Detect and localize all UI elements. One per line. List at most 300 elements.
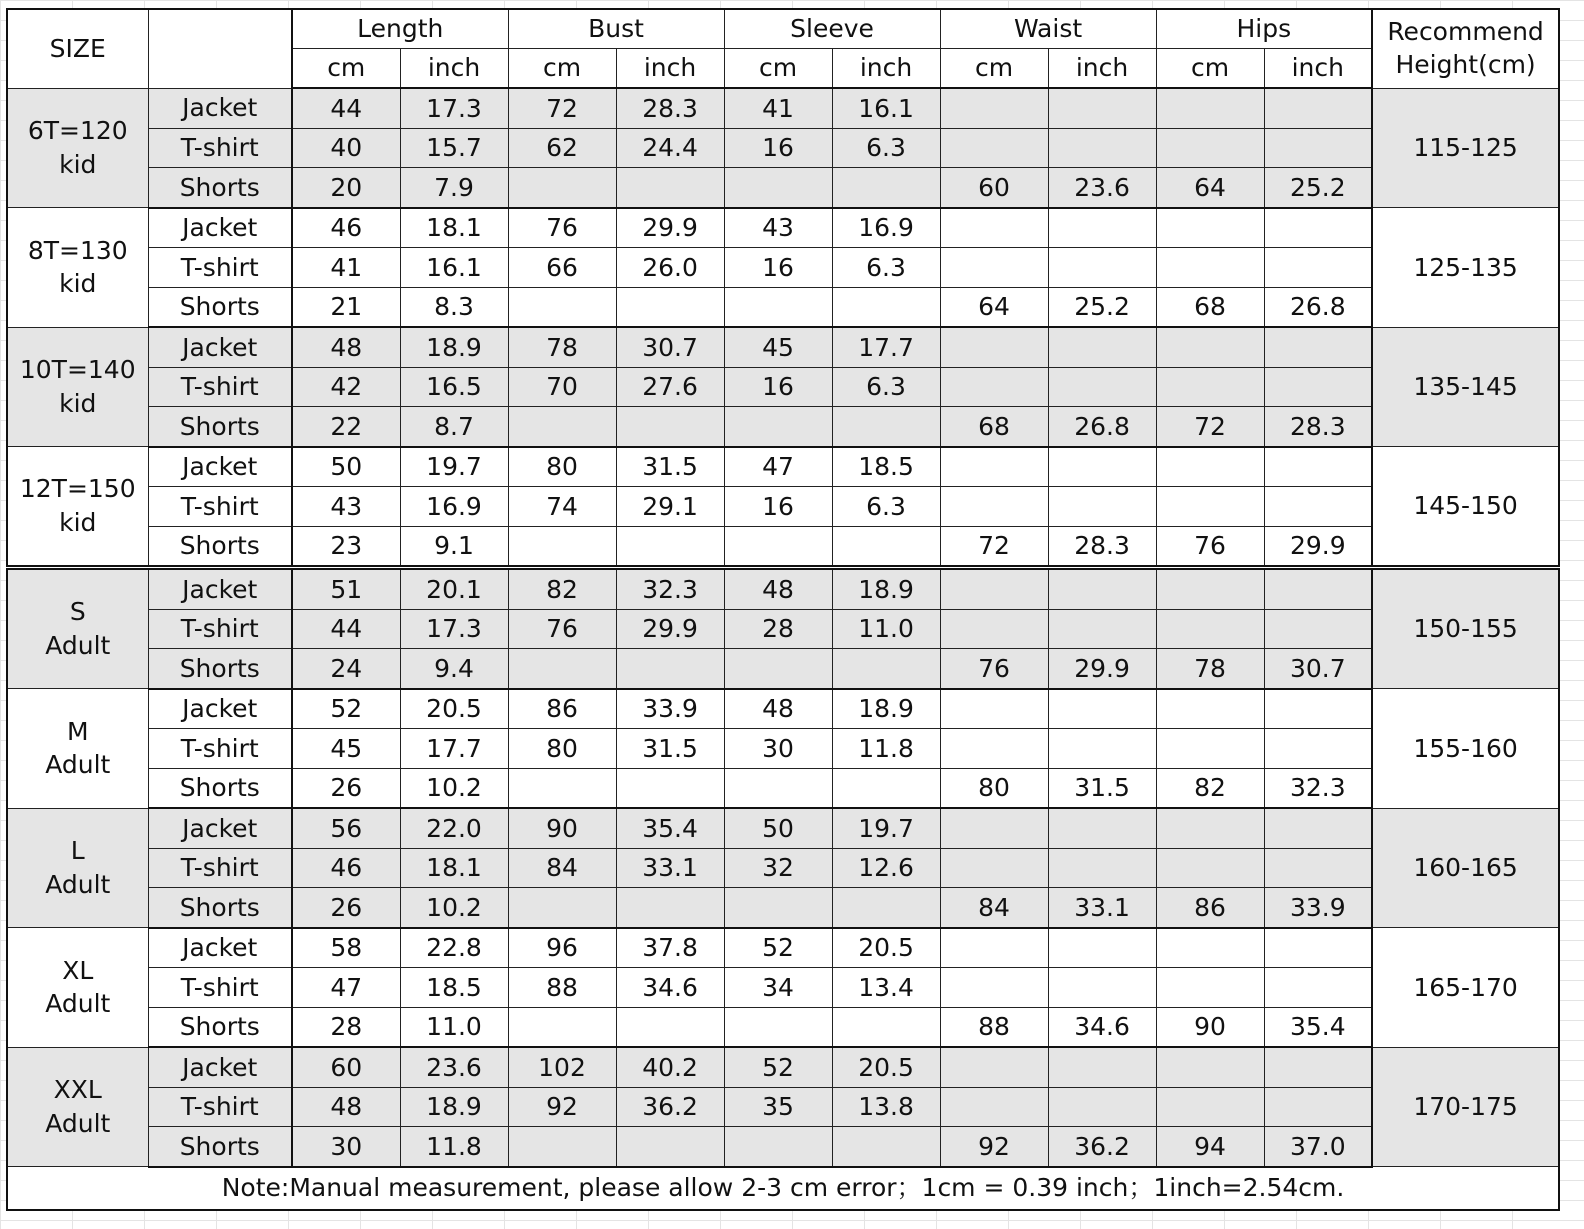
measurement-cell: [1264, 248, 1372, 288]
measurement-cell: 84: [508, 848, 616, 888]
measurement-cell: 32: [724, 848, 832, 888]
table-row: [7, 888, 1559, 928]
measurement-cell: [724, 1007, 832, 1047]
measurement-cell: 29.9: [616, 208, 724, 248]
measurement-cell: 16.1: [400, 248, 508, 288]
measurement-cell: 28.3: [616, 88, 724, 128]
measurement-cell: 23.6: [1048, 168, 1156, 208]
measurement-cell: 41: [724, 88, 832, 128]
table-row: [7, 808, 1559, 848]
measurement-cell: 33.9: [1264, 888, 1372, 928]
measurement-cell: 82: [1156, 768, 1264, 808]
measurement-cell: [1264, 327, 1372, 367]
measurement-cell: 50: [292, 447, 400, 487]
measurement-cell: 32.3: [616, 568, 724, 610]
table-row: [7, 447, 1559, 487]
measurement-cell: [1048, 689, 1156, 729]
measurement-cell: 80: [508, 447, 616, 487]
measurement-cell: 43: [724, 208, 832, 248]
table-row: [7, 689, 1559, 729]
unit-header: inch: [400, 49, 508, 89]
measurement-cell: [1264, 487, 1372, 527]
garment-part-cell: Shorts: [148, 768, 292, 808]
measurement-cell: 70: [508, 367, 616, 407]
measurement-cell: 18.9: [832, 689, 940, 729]
measurement-cell: 28.3: [1264, 407, 1372, 447]
measurement-cell: 102: [508, 1047, 616, 1087]
measurement-cell: 44: [292, 609, 400, 649]
measurement-cell: 52: [292, 689, 400, 729]
table-row: [7, 568, 1559, 610]
size-category: kid: [59, 508, 97, 537]
garment-part-cell: Jacket: [148, 327, 292, 367]
size-cell: [7, 88, 148, 208]
measurement-cell: [1264, 848, 1372, 888]
measurement-cell: [724, 649, 832, 689]
measurement-cell: 33.1: [616, 848, 724, 888]
measurement-cell: [724, 287, 832, 327]
measurement-cell: [1048, 568, 1156, 610]
measurement-cell: [508, 407, 616, 447]
measurement-cell: 23: [292, 526, 400, 568]
measurement-cell: 19.7: [400, 447, 508, 487]
measurement-cell: [1048, 1047, 1156, 1087]
measurement-cell: [724, 1127, 832, 1167]
measurement-cell: 82: [508, 568, 616, 610]
table-row: [7, 1047, 1559, 1087]
table-row: [7, 128, 1559, 168]
measurement-cell: 76: [508, 609, 616, 649]
measurement-cell: [508, 287, 616, 327]
measurement-cell: 48: [724, 689, 832, 729]
measurement-cell: 13.4: [832, 968, 940, 1008]
measurement-cell: 76: [1156, 526, 1264, 568]
size-category: kid: [59, 388, 97, 418]
measurement-cell: 46: [292, 848, 400, 888]
size-cell: [7, 689, 148, 809]
measurement-cell: 92: [940, 1127, 1048, 1167]
measurement-cell: 17.7: [400, 729, 508, 769]
measurement-cell: 16.1: [832, 88, 940, 128]
recommend-height-cell: 135-145: [1372, 327, 1559, 447]
measurement-cell: 20.5: [832, 1047, 940, 1087]
measurement-cell: 16.5: [400, 367, 508, 407]
measurement-cell: [616, 1127, 724, 1167]
part-header-blank: [148, 9, 292, 88]
hips-header: Hips: [1156, 9, 1372, 49]
sleeve-header: Sleeve: [724, 9, 940, 49]
size-cell: [7, 928, 148, 1048]
garment-part-cell: T-shirt: [148, 128, 292, 168]
measurement-cell: [940, 848, 1048, 888]
garment-part-cell: Shorts: [148, 287, 292, 327]
unit-header: inch: [1264, 49, 1372, 89]
measurement-cell: 94: [1156, 1127, 1264, 1167]
measurement-cell: 72: [940, 526, 1048, 568]
measurement-cell: 47: [292, 968, 400, 1008]
table-row: [7, 609, 1559, 649]
table-row: [7, 968, 1559, 1008]
measurement-cell: 25.2: [1048, 287, 1156, 327]
measurement-cell: 12.6: [832, 848, 940, 888]
measurement-cell: 10.2: [400, 768, 508, 808]
measurement-cell: 46: [292, 208, 400, 248]
measurement-cell: [508, 1127, 616, 1167]
measurement-cell: 64: [1156, 168, 1264, 208]
measurement-cell: 20.1: [400, 568, 508, 610]
table-row: [7, 649, 1559, 689]
measurement-cell: 11.8: [400, 1127, 508, 1167]
measurement-cell: 20.5: [832, 928, 940, 968]
measurement-cell: 16: [724, 248, 832, 288]
measurement-cell: 28: [292, 1007, 400, 1047]
measurement-cell: [1048, 808, 1156, 848]
measurement-cell: [1048, 128, 1156, 168]
measurement-cell: 16.9: [832, 208, 940, 248]
measurement-cell: [1048, 248, 1156, 288]
measurement-cell: [940, 808, 1048, 848]
measurement-cell: 40.2: [616, 1047, 724, 1087]
measurement-cell: 84: [940, 888, 1048, 928]
measurement-cell: 31.5: [616, 447, 724, 487]
measurement-cell: 24.4: [616, 128, 724, 168]
measurement-cell: [1264, 568, 1372, 610]
measurement-cell: [724, 888, 832, 928]
measurement-cell: 31.5: [1048, 768, 1156, 808]
measurement-cell: 37.8: [616, 928, 724, 968]
measurement-cell: 48: [724, 568, 832, 610]
measurement-cell: 76: [508, 208, 616, 248]
measurement-cell: 88: [940, 1007, 1048, 1047]
size-cell: [7, 568, 148, 689]
size-category: kid: [59, 149, 97, 179]
measurement-cell: 52: [724, 928, 832, 968]
measurement-cell: [940, 208, 1048, 248]
measurement-cell: [1048, 327, 1156, 367]
size-label: 12T=150: [19, 474, 136, 504]
recommend-header-line1: Recommend: [1387, 17, 1544, 47]
measurement-cell: [1156, 568, 1264, 610]
measurement-cell: [1156, 327, 1264, 367]
measurement-cell: [1048, 487, 1156, 527]
size-category: Adult: [45, 989, 111, 1019]
measurement-cell: 35.4: [1264, 1007, 1372, 1047]
measurement-cell: [724, 168, 832, 208]
measurement-cell: 17.3: [400, 88, 508, 128]
size-label: 10T=140: [19, 355, 136, 384]
unit-header: cm: [724, 49, 832, 89]
measurement-cell: 37.0: [1264, 1127, 1372, 1167]
table-row: [7, 327, 1559, 367]
measurement-cell: 86: [508, 689, 616, 729]
measurement-cell: [1156, 968, 1264, 1008]
measurement-cell: 45: [292, 729, 400, 769]
measurement-cell: 16: [724, 487, 832, 527]
measurement-cell: [1048, 367, 1156, 407]
size-label: 8T=130: [27, 235, 128, 265]
measurement-cell: 72: [508, 88, 616, 128]
measurement-cell: [1264, 928, 1372, 968]
garment-part-cell: Jacket: [148, 568, 292, 610]
measurement-cell: [1156, 208, 1264, 248]
measurement-cell: 26.8: [1264, 287, 1372, 327]
garment-part-cell: T-shirt: [148, 487, 292, 527]
garment-part-cell: Shorts: [148, 649, 292, 689]
measurement-cell: 36.2: [1048, 1127, 1156, 1167]
measurement-cell: 78: [508, 327, 616, 367]
table-row: [7, 208, 1559, 248]
measurement-cell: 78: [1156, 649, 1264, 689]
measurement-cell: [940, 128, 1048, 168]
measurement-cell: [940, 447, 1048, 487]
measurement-cell: 40: [292, 128, 400, 168]
measurement-cell: [724, 407, 832, 447]
garment-part-cell: Jacket: [148, 1047, 292, 1087]
measurement-cell: [1156, 1047, 1264, 1087]
recommend-height-header: [1372, 9, 1559, 88]
size-label: L: [70, 836, 85, 865]
recommend-height-cell: 170-175: [1372, 1047, 1559, 1167]
table-row: [7, 287, 1559, 327]
recommend-height-cell: 115-125: [1372, 88, 1559, 208]
length-header: Length: [292, 9, 508, 49]
measurement-cell: 28: [724, 609, 832, 649]
table-row: [7, 768, 1559, 808]
measurement-note: Note:Manual measurement, please allow 2-3 cm error；1cm = 0.39 inch；1inch=2.54cm.: [7, 1167, 1559, 1210]
measurement-cell: 8.7: [400, 407, 508, 447]
measurement-cell: [832, 526, 940, 568]
measurement-cell: [1156, 487, 1264, 527]
unit-header: inch: [832, 49, 940, 89]
measurement-cell: [1156, 609, 1264, 649]
measurement-cell: 11.0: [832, 609, 940, 649]
unit-header: cm: [940, 49, 1048, 89]
measurement-cell: [508, 168, 616, 208]
size-chart-body: [7, 9, 1559, 1210]
measurement-cell: 20.5: [400, 689, 508, 729]
measurement-cell: 17.7: [832, 327, 940, 367]
measurement-cell: [1264, 689, 1372, 729]
measurement-cell: 35: [724, 1087, 832, 1127]
measurement-cell: [832, 1127, 940, 1167]
measurement-cell: [1264, 1047, 1372, 1087]
size-category: Adult: [45, 631, 111, 660]
measurement-cell: [508, 888, 616, 928]
measurement-cell: 35.4: [616, 808, 724, 848]
measurement-cell: 29.9: [616, 609, 724, 649]
measurement-cell: [940, 729, 1048, 769]
bust-header: Bust: [508, 9, 724, 49]
measurement-cell: [1156, 248, 1264, 288]
waist-header: Waist: [940, 9, 1156, 49]
measurement-cell: 45: [724, 327, 832, 367]
measurement-cell: 22.8: [400, 928, 508, 968]
garment-part-cell: T-shirt: [148, 1087, 292, 1127]
measurement-cell: 29.9: [1048, 649, 1156, 689]
garment-part-cell: Jacket: [148, 808, 292, 848]
measurement-cell: 34.6: [1048, 1007, 1156, 1047]
measurement-cell: 21: [292, 287, 400, 327]
measurement-cell: 22: [292, 407, 400, 447]
measurement-cell: [1264, 729, 1372, 769]
measurement-cell: 26.0: [616, 248, 724, 288]
measurement-cell: 34.6: [616, 968, 724, 1008]
size-cell: [7, 447, 148, 568]
measurement-cell: 60: [940, 168, 1048, 208]
measurement-cell: 48: [292, 327, 400, 367]
measurement-cell: [1156, 128, 1264, 168]
size-label: M: [66, 716, 89, 746]
table-row: [7, 729, 1559, 769]
measurement-cell: 26.8: [1048, 407, 1156, 447]
measurement-cell: [940, 568, 1048, 610]
garment-part-cell: T-shirt: [148, 609, 292, 649]
size-label: S: [69, 597, 86, 627]
garment-part-cell: Shorts: [148, 888, 292, 928]
measurement-cell: [1264, 968, 1372, 1008]
measurement-cell: 33.9: [616, 689, 724, 729]
measurement-cell: 16: [724, 367, 832, 407]
measurement-cell: 62: [508, 128, 616, 168]
measurement-cell: 30.7: [1264, 649, 1372, 689]
size-cell: [7, 327, 148, 447]
measurement-cell: 92: [508, 1087, 616, 1127]
measurement-cell: [1048, 968, 1156, 1008]
measurement-cell: [1264, 367, 1372, 407]
garment-part-cell: Shorts: [148, 526, 292, 568]
measurement-cell: [1048, 928, 1156, 968]
size-label: XL: [62, 955, 94, 985]
measurement-cell: 42: [292, 367, 400, 407]
measurement-cell: [832, 287, 940, 327]
measurement-cell: 32.3: [1264, 768, 1372, 808]
garment-part-cell: T-shirt: [148, 968, 292, 1008]
measurement-cell: [616, 768, 724, 808]
recommend-height-cell: 145-150: [1372, 447, 1559, 568]
table-row: [7, 367, 1559, 407]
measurement-cell: [508, 768, 616, 808]
table-row: [7, 1087, 1559, 1127]
measurement-cell: 15.7: [400, 128, 508, 168]
measurement-cell: 6.3: [832, 487, 940, 527]
measurement-cell: 26: [292, 768, 400, 808]
measurement-cell: 88: [508, 968, 616, 1008]
measurement-cell: 28.3: [1048, 526, 1156, 568]
measurement-cell: [832, 1007, 940, 1047]
measurement-cell: 30.7: [616, 327, 724, 367]
measurement-cell: 33.1: [1048, 888, 1156, 928]
garment-part-cell: Shorts: [148, 1127, 292, 1167]
measurement-cell: 44: [292, 88, 400, 128]
table-row: [7, 88, 1559, 128]
measurement-cell: 29.9: [1264, 526, 1372, 568]
garment-part-cell: Jacket: [148, 88, 292, 128]
measurement-cell: [940, 1047, 1048, 1087]
measurement-cell: 16.9: [400, 487, 508, 527]
recommend-header-line2: Height(cm): [1395, 49, 1536, 79]
measurement-cell: 16: [724, 128, 832, 168]
measurement-cell: 19.7: [832, 808, 940, 848]
measurement-cell: [616, 526, 724, 568]
measurement-cell: [940, 689, 1048, 729]
header-row-groups: [7, 9, 1559, 49]
recommend-height-cell: 155-160: [1372, 689, 1559, 809]
measurement-cell: [616, 168, 724, 208]
measurement-cell: 50: [724, 808, 832, 848]
measurement-cell: 18.9: [400, 327, 508, 367]
measurement-cell: [1264, 1087, 1372, 1127]
measurement-cell: [1156, 689, 1264, 729]
unit-header: inch: [1048, 49, 1156, 89]
measurement-cell: [940, 968, 1048, 1008]
measurement-cell: [832, 168, 940, 208]
measurement-cell: 6.3: [832, 248, 940, 288]
table-row: [7, 407, 1559, 447]
garment-part-cell: Shorts: [148, 168, 292, 208]
size-label: XXL: [53, 1075, 102, 1104]
measurement-cell: [1156, 808, 1264, 848]
unit-header: inch: [616, 49, 724, 89]
size-cell: [7, 208, 148, 328]
measurement-cell: 30: [292, 1127, 400, 1167]
measurement-cell: 52: [724, 1047, 832, 1087]
measurement-cell: [940, 88, 1048, 128]
measurement-cell: 96: [508, 928, 616, 968]
measurement-cell: [940, 487, 1048, 527]
measurement-cell: 72: [1156, 407, 1264, 447]
measurement-cell: [1264, 447, 1372, 487]
measurement-cell: 74: [508, 487, 616, 527]
measurement-cell: [940, 327, 1048, 367]
measurement-cell: 6.3: [832, 128, 940, 168]
recommend-height-cell: 150-155: [1372, 568, 1559, 689]
measurement-cell: [940, 1087, 1048, 1127]
table-row: [7, 848, 1559, 888]
note-row: [7, 1167, 1559, 1210]
unit-header: cm: [292, 49, 400, 89]
garment-part-cell: T-shirt: [148, 848, 292, 888]
size-header: SIZE: [7, 9, 148, 88]
measurement-cell: 58: [292, 928, 400, 968]
measurement-cell: [616, 407, 724, 447]
size-category: Adult: [45, 869, 111, 899]
measurement-cell: [832, 888, 940, 928]
measurement-cell: 18.5: [400, 968, 508, 1008]
measurement-cell: 60: [292, 1047, 400, 1087]
size-category: kid: [59, 269, 97, 299]
garment-part-cell: Shorts: [148, 407, 292, 447]
measurement-cell: [508, 1007, 616, 1047]
measurement-cell: 20: [292, 168, 400, 208]
measurement-cell: 8.3: [400, 287, 508, 327]
garment-part-cell: T-shirt: [148, 248, 292, 288]
measurement-cell: [1156, 447, 1264, 487]
garment-part-cell: Shorts: [148, 1007, 292, 1047]
measurement-cell: [1048, 848, 1156, 888]
measurement-cell: 23.6: [400, 1047, 508, 1087]
measurement-cell: 48: [292, 1087, 400, 1127]
measurement-cell: 30: [724, 729, 832, 769]
measurement-cell: 43: [292, 487, 400, 527]
recommend-height-cell: 160-165: [1372, 808, 1559, 928]
unit-header: cm: [1156, 49, 1264, 89]
measurement-cell: 13.8: [832, 1087, 940, 1127]
measurement-cell: 18.5: [832, 447, 940, 487]
measurement-cell: [1264, 808, 1372, 848]
measurement-cell: 24: [292, 649, 400, 689]
measurement-cell: [1156, 88, 1264, 128]
measurement-cell: [832, 768, 940, 808]
